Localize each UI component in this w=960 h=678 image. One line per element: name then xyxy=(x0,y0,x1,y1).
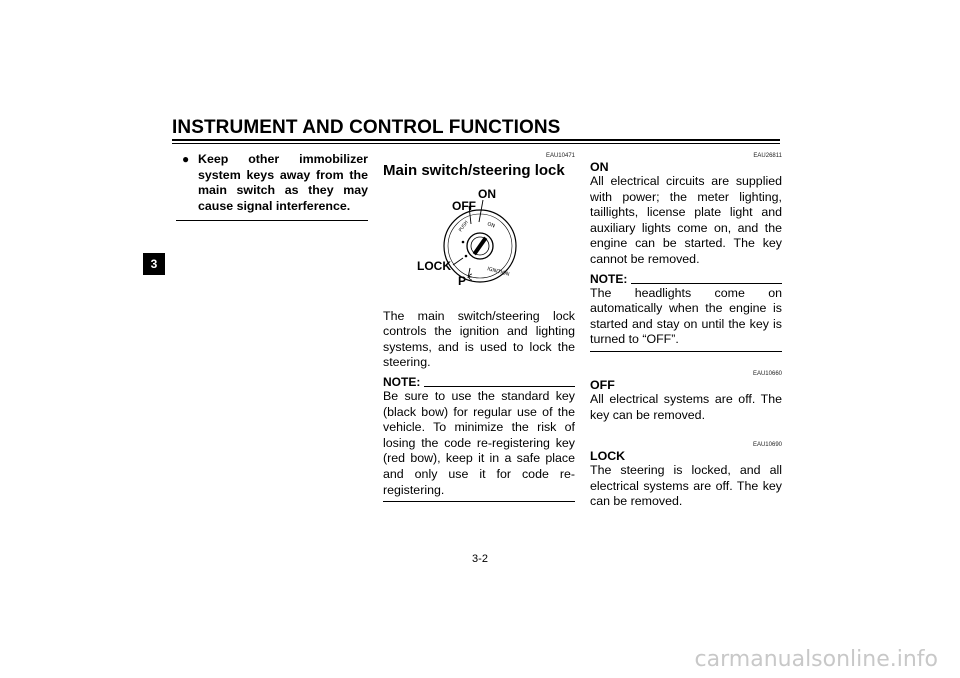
sub-heading-on: ON xyxy=(590,160,609,174)
engraving-ignition: IGNITION xyxy=(486,266,511,278)
sub-heading-off: OFF xyxy=(590,377,615,392)
doc-code: EAU26811 xyxy=(753,153,782,159)
leader-line-on xyxy=(479,200,483,222)
off-paragraph: All electrical systems are off. The key can be removed. xyxy=(590,391,782,422)
label-on: ON xyxy=(478,187,496,201)
doc-code: EAU10690 xyxy=(752,442,782,449)
label-p: P xyxy=(458,274,467,288)
doc-code: EAU10471 xyxy=(545,153,575,159)
note-header xyxy=(383,375,575,389)
page-title: INSTRUMENT AND CONTROL FUNCTIONS xyxy=(172,117,561,138)
chapter-tab: 3 xyxy=(143,253,165,275)
note-label: NOTE: xyxy=(590,271,628,286)
bullet-text: Keep other immobilizer system keys away from the main switch as they may cause signal interference. xyxy=(198,152,368,213)
note-text: The headlights come on automatically when the engine is started and stay on until the key is turned to “OFF”. xyxy=(590,285,782,347)
note-label: NOTE: xyxy=(383,374,421,389)
body-paragraph: The main switch/steering lock controls the ignition and lighting systems, and is used to lock the steering. xyxy=(383,308,575,370)
p-position-icon xyxy=(469,274,472,280)
page-number: 3-2 xyxy=(472,553,488,565)
note-rule xyxy=(424,386,575,387)
column-3 xyxy=(590,152,782,510)
note-end-rule xyxy=(590,351,782,352)
position-dot xyxy=(465,255,468,258)
watermark: carmanualsonline.info xyxy=(694,647,938,672)
section-heading: Main switch/steering lock xyxy=(383,162,565,179)
note-end-rule xyxy=(383,501,575,502)
bullet-icon: ● xyxy=(182,152,190,166)
bullet-item xyxy=(176,152,368,214)
note-text: Be sure to use the standard key (black bow) for regular use of the vehicle. To minimize the risk of losing the code re-registering key (red bow), keep it in a safe place and only use it for code re-registering. xyxy=(383,388,575,497)
title-rule xyxy=(172,139,780,141)
engraving-push: PUSH xyxy=(458,220,470,234)
main-switch-figure xyxy=(383,180,575,304)
title-rule-thin xyxy=(172,143,780,144)
column-1 xyxy=(176,152,368,221)
doc-code: EAU10660 xyxy=(752,370,782,377)
note-rule xyxy=(631,283,782,284)
sub-heading-lock: LOCK xyxy=(590,449,626,464)
lock-paragraph: The steering is locked, and all electrical systems are off. The key can be removed. xyxy=(590,463,782,509)
label-lock: LOCK xyxy=(417,259,451,273)
note-header xyxy=(590,272,782,286)
on-paragraph: All electrical circuits are supplied with power; the meter lighting, taillights, license plate light and auxiliary lights come on, and the engine can be started. The key cannot be removed. xyxy=(590,174,782,266)
engraving-on: ON xyxy=(486,221,496,230)
bullet-end-rule xyxy=(176,220,368,221)
leader-line-lock xyxy=(453,258,463,265)
label-off: OFF xyxy=(452,199,476,213)
position-dot xyxy=(462,241,465,244)
column-2 xyxy=(383,152,575,502)
